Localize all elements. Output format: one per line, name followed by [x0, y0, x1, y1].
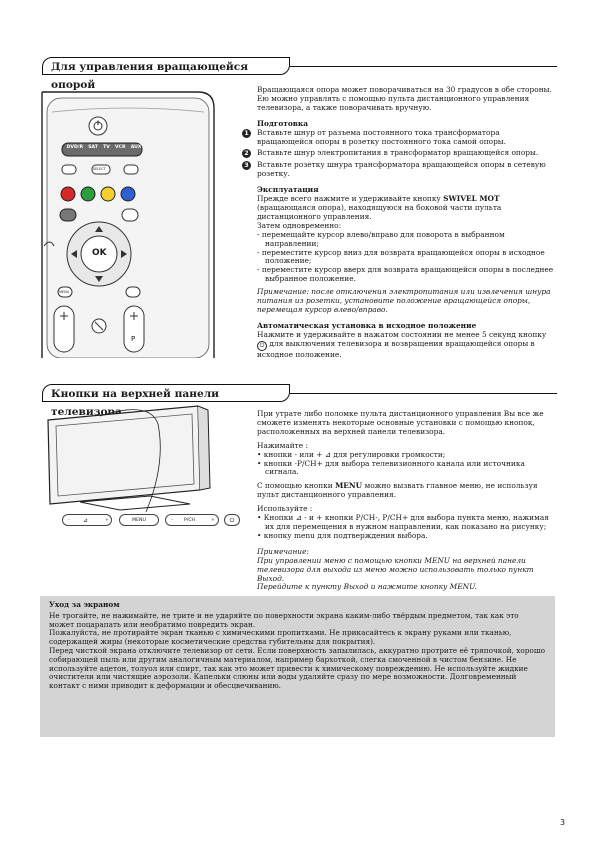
- care-line-2: Пожалуйста, не протирайте экран тканью с химическими пропитками. Не прикасайтесь к экрану руками или тканью, содержащей жиры (некоторые косметические средства губительны для покрытия).: [49, 628, 512, 647]
- step-2-number: 2: [242, 149, 251, 158]
- operation-heading: Эксплуатация: [257, 185, 319, 195]
- top-note-title: Примечание:: [257, 546, 309, 556]
- swivel-intro: Вращающаяся опора может поворачиваться на 30 градусов в обе стороны. Ею можно управлять с помощью пульта дистанционного управления телевизора, а также поворачивать вручную.: [257, 85, 552, 112]
- page-number: 3: [560, 818, 566, 827]
- ok-label: OK: [92, 248, 107, 258]
- menu-key-label: MENU: [59, 290, 70, 294]
- screen-care-box: [40, 596, 555, 737]
- step-1: [244, 127, 555, 147]
- bullet-1: - перемещайте курсор влево/вправо для поворота в выбранном направлении;: [257, 229, 505, 248]
- volume-buttons[interactable]: [62, 514, 112, 526]
- top-note-text: При управлении меню с помощью кнопки MENU на верхней панели телевизора для выхода из меню можно использовать только пункт Выход.: [257, 555, 534, 583]
- then-text: Затем одновременно:: [257, 220, 342, 230]
- use-label: Используйте :: [257, 504, 313, 514]
- select-label: SELECT: [93, 167, 106, 171]
- press-label: Нажимайте :: [257, 440, 308, 450]
- top-buttons-text: [257, 410, 555, 592]
- power-icon: ⏻: [257, 341, 267, 351]
- section-swivel-title: Для управления вращающейся опорой: [42, 57, 290, 75]
- menu-word: MENU: [335, 481, 363, 491]
- remote-drawing: [38, 86, 250, 358]
- use-item-1: • Кнопки ⊿ - и + кнопки P/CH-, P/CH+ для выбора пункта меню, нажимая их для перемещения в нужном направлении, как показано на рисунку;: [257, 513, 549, 531]
- step-2: [244, 148, 555, 158]
- vol-plus[interactable]: +: [105, 518, 109, 523]
- volume-icon: ⊿: [83, 517, 89, 524]
- step-3: [244, 160, 555, 179]
- step-1-number: 1: [242, 129, 251, 138]
- care-line-1: Не трогайте, не нажимайте, не трите и не ударяйте по поверхности экрана каким-либо твёрдым предметом, так как это может поцарапать или необратимо повредить экран.: [49, 610, 519, 629]
- source-tv: TV: [103, 145, 110, 150]
- source-dvd: DVD/R: [66, 145, 84, 150]
- bullet-2: - переместите курсор вниз для возврата вращающейся опоры в исходное положение;: [257, 247, 545, 266]
- tv-illustration: [40, 404, 250, 512]
- section-swivel-rule: [290, 66, 557, 67]
- auto-text-b: для выключения телевизора и возвращения вращающейся опоры в исходное положение.: [257, 338, 535, 359]
- remote-illustration: [38, 86, 250, 358]
- operation-text: [257, 195, 555, 222]
- source-aux: AUX: [130, 145, 142, 150]
- source-buttons: [64, 145, 144, 150]
- step-3-text: Вставьте розетку шнура трансформатора вращающейся опоры в сетевую розетку.: [257, 160, 546, 179]
- menu-text-b: можно вызвать главное меню, не используя пульт дистанционного управления.: [257, 481, 538, 500]
- menu-text-a: С помощью кнопки: [257, 481, 336, 491]
- source-sat: SAT: [88, 145, 98, 150]
- care-title: Уход за экраном: [49, 600, 120, 609]
- operation-text-b: (вращающаяся опора), находящуюся на боковой части пульта дистанционного управления.: [257, 202, 502, 221]
- section-top-buttons-rule: [290, 393, 557, 394]
- top-note-text-2: Перейдите к пункту Выход и нажмите кнопку MENU.: [257, 582, 477, 592]
- press-item-1: • кнопки - или + ⊿ для регулировки громкости;: [257, 449, 446, 459]
- swivel-note: Примечание: после отключения электропитания или извлечения шнура питания из розетки, установите положение вращающейся опоры, перемещая курсор влево/вправо.: [257, 287, 551, 314]
- ch-plus[interactable]: +: [211, 518, 215, 523]
- auto-text-a: Нажмите и удерживайте в нажатом состоянии не менее 5 секунд кнопку: [257, 329, 547, 339]
- operation-text-a: Прежде всего нажмите и удерживайте кнопку: [257, 194, 444, 204]
- prep-heading: Подготовка: [257, 118, 309, 128]
- menu-top-button[interactable]: MENU: [119, 514, 159, 526]
- p-key-label: P: [131, 335, 136, 343]
- swivel-text: [244, 85, 555, 360]
- source-vcr: VCR: [115, 145, 126, 150]
- auto-text: [257, 331, 555, 360]
- bullet-3: - переместите курсор вверх для возврата вращающейся опоры в последнее выбранное положение.: [257, 265, 554, 284]
- ch-label: P/CH: [184, 518, 195, 523]
- care-line-3: Перед чисткой экрана отключите телевизор от сети. Если поверхность запылилась, аккуратно протрите её тряпочкой, хорошо собирающей пыль или другим аналогичным материалом, например бархоткой, слегка смоченной в чистом бензине. Не используйте ацетон, толуол или спирт, так как это может привести к химическому повреждению. Не используйте жидкие очистители или чистящие аэрозоли. Капельки слюны или воды удаляйте сразу по мере возможности. Долговременный контакт с ними приводит к деформации и обесцвечиванию.: [49, 645, 545, 691]
- top-intro: При утрате либо поломке пульта дистанционного управления Вы все же сможете изменять некоторые основные установки с помощью кнопок, расположенных на верхней панели телевизора.: [257, 409, 544, 436]
- step-2-text: Вставьте шнур электропитания в трансформатор вращающейся опоры.: [257, 148, 539, 158]
- swivel-mot-label: SWIVEL MOT: [443, 194, 500, 204]
- ch-minus[interactable]: -: [171, 518, 173, 523]
- press-item-2: • кнопки -P/CH+ для выбора телевизионного канала или источника сигнала.: [257, 458, 525, 477]
- channel-buttons[interactable]: [165, 514, 219, 526]
- step-1-text: Вставьте шнур от разъема постоянного тока трансформатора вращающейся опоры в розетку постоянного тока самой опоры.: [257, 127, 507, 146]
- step-3-number: 3: [242, 161, 251, 170]
- section-top-buttons-title: Кнопки на верхней панели телевизора: [42, 384, 290, 402]
- use-item-2: • кнопку menu для подтверждения выбора.: [257, 530, 428, 540]
- auto-heading: Автоматическая установка в исходное положение: [257, 320, 477, 330]
- menu-text: [257, 482, 555, 500]
- vol-minus[interactable]: -: [68, 518, 70, 523]
- power-top-button[interactable]: ⏻: [224, 514, 240, 526]
